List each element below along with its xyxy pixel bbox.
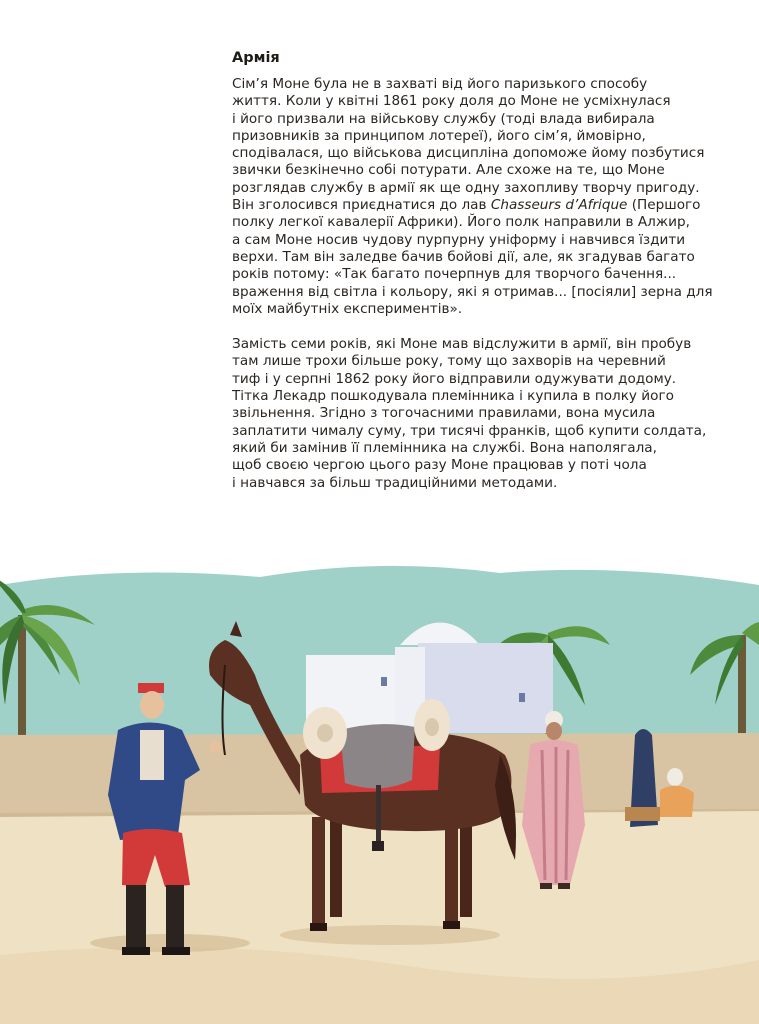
paragraph-1-part-b: (Першого полку легкої кавалерії Африки). Його полк направили в Алжир, а сам Моне носив чудову пурпурну уніформу і навчився їздити верхи. Там він заледве бачив бойові дії, але, як згадував багато років потому: «Так багато почерпнув для творчого бачення... враження від світла і кольору, які я отримав... [посіяли] зерна для моїх майбутніх експериментів». [232, 197, 713, 317]
article-column [232, 50, 722, 492]
algeria-cavalry-illustration [0, 555, 759, 1024]
paragraph-2: Замість семи років, які Моне мав відслужити в армії, він пробув там лише трохи більше року, тому що захворів на черевний тиф і у серпні 1862 року його відправили одужувати додому. Тітка Лекадр пошкодувала племінника і купила в полку його звільнення. Згідно з тогочасними правилами, вона мусила заплатити чималу суму, три тисячі франків, щоб купити солдата, який би замінив її племінника на службі. Вона наполягала, щоб своєю чергою цього разу Моне працював у поті чола і навчався за більш традиційними методами. [232, 336, 707, 491]
section-heading: Армія [232, 50, 280, 66]
paragraph-1-italic-term: Chasseurs d’Afrique [490, 197, 628, 214]
paragraph-1 [232, 76, 722, 318]
paragraph-1-part-a: Сім’я Моне була не в захваті від його паризького способу життя. Коли у квітні 1861 року доля до Моне не усміхнулася і його призвали на військову службу (тоді влада вибирала призовників за принципом лотереї), його сім’я, ймовірно, сподівалася, що військова дисципліна допоможе йому позбутися звички безкінечно собі потурати. Але схоже на те, що Моне розглядав службу в армії як ще одну захопливу творчу пригоду. Він зголосився приєднатися до лав [232, 76, 705, 214]
